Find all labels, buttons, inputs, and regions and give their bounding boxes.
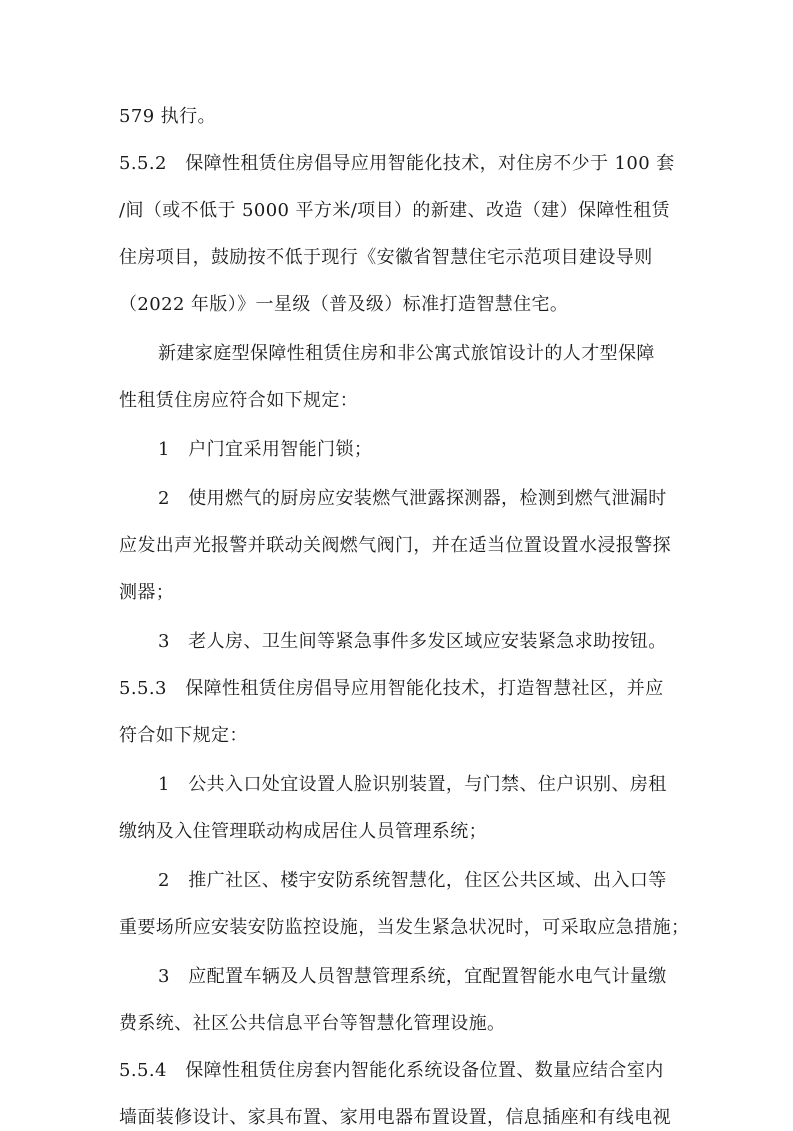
text-line: 579 执行。 [119, 106, 216, 127]
clause-5-5-3: 5.5.3 保障性租赁住房倡导应用智能化技术，打造智慧社区，并应 [119, 678, 664, 699]
text-line: 应发出声光报警并联动关阀燃气阀门，并在适当位置设置水浸报警探 [119, 535, 671, 556]
text-line: 性租赁住房应符合如下规定： [119, 390, 359, 411]
clause-5-5-2: 5.5.2 保障性租赁住房倡导应用智能化技术，对住房不少于 100 套 [119, 153, 675, 174]
text-line: 墙面装修设计、家具布置、家用电器布置设置，信息插座和有线电视 [119, 1107, 671, 1128]
paragraph-start: 新建家庭型保障性租赁住房和非公寓式旅馆设计的人才型保障 [158, 343, 655, 364]
list-item-1: 1 公共入口处宜设置人脸识别装置，与门禁、住户识别、房租 [158, 774, 667, 795]
text-line: 住房项目，鼓励按不低于现行《安徽省智慧住宅示范项目建设导则 [119, 247, 653, 268]
text-line: （2022 年版）》一星级（普及级）标准打造智慧住宅。 [119, 294, 569, 315]
list-item-2: 2 使用燃气的厨房应安装燃气泄露探测器，检测到燃气泄漏时 [158, 488, 667, 509]
list-item-3: 3 应配置车辆及人员智慧管理系统，宜配置智能水电气计量缴 [158, 966, 667, 987]
list-item-3: 3 老人房、卫生间等紧急事件多发区域应安装紧急求助按钮。 [158, 631, 667, 652]
text-line: /间（或不低于 5000 平方米/项目）的新建、改造（建）保障性租赁 [119, 200, 670, 221]
text-line: 测器； [119, 582, 175, 603]
text-line: 重要场所应安装安防监控设施，当发生紧急状况时，可采取应急措施； [119, 917, 690, 938]
text-line: 费系统、社区公共信息平台等智慧化管理设施。 [119, 1013, 506, 1034]
list-item-1: 1 户门宜采用智能门锁； [158, 439, 373, 460]
text-line: 缴纳及入住管理联动构成居住人员管理系统； [119, 821, 487, 842]
clause-5-5-4: 5.5.4 保障性租赁住房套内智能化系统设备位置、数量应结合室内 [119, 1060, 664, 1081]
text-line: 符合如下规定： [119, 725, 248, 746]
list-item-2: 2 推广社区、楼宇安防系统智慧化，住区公共区域、出入口等 [158, 870, 667, 891]
